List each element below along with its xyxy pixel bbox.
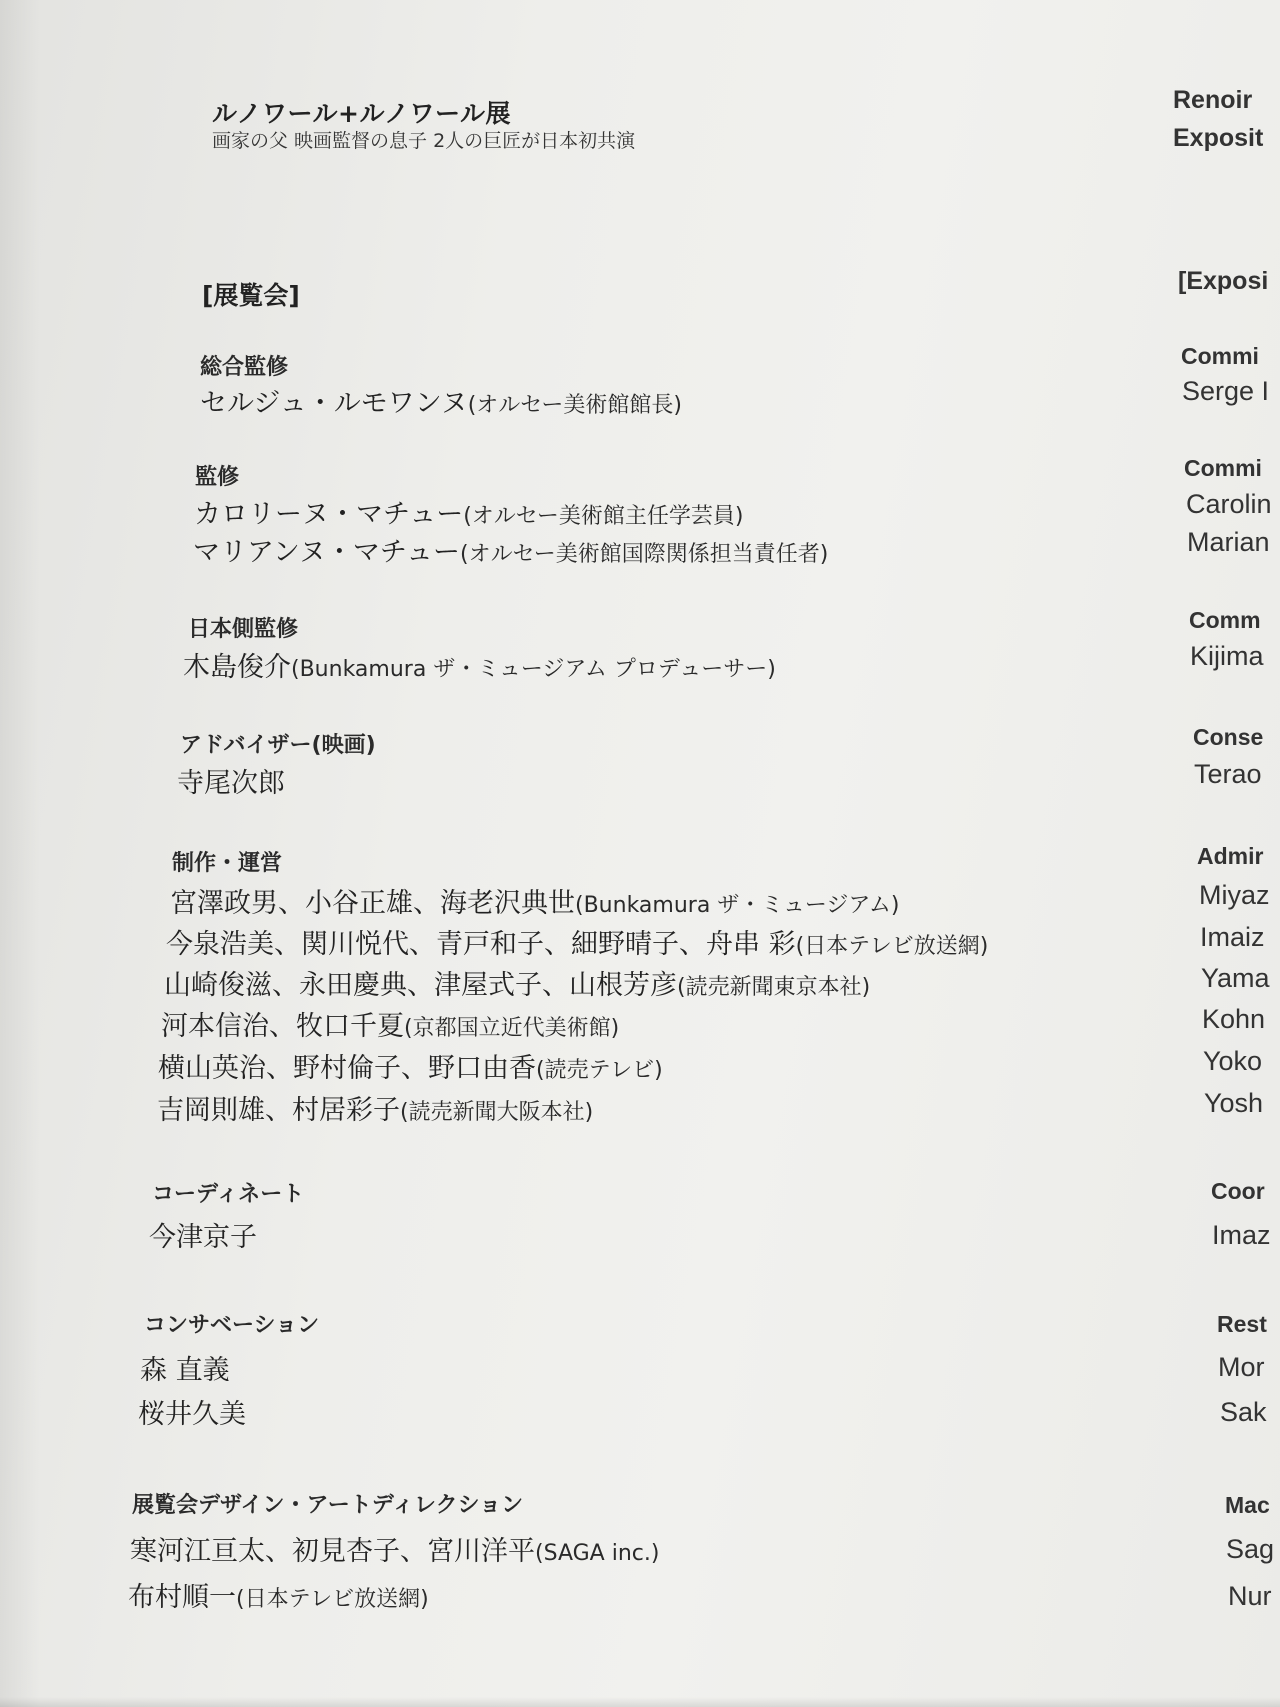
- credit-line: [177, 761, 285, 800]
- english-name: Imaz: [1212, 1220, 1271, 1250]
- credit-line: [170, 881, 899, 920]
- credit-line: [128, 1575, 429, 1614]
- english-name: Terao: [1194, 759, 1262, 789]
- credit-affiliation: (日本テレビ放送網): [236, 1587, 429, 1612]
- english-name: Yama: [1201, 963, 1270, 993]
- credit-line: [200, 381, 682, 420]
- credit-affiliation: (SAGA inc.): [535, 1541, 660, 1566]
- credit-name: 布村順一: [128, 1582, 236, 1613]
- credit-name: 吉岡則雄、村居彩子: [157, 1095, 400, 1126]
- credit-line: [158, 1046, 663, 1085]
- credit-affiliation: (京都国立近代美術館): [404, 1016, 620, 1041]
- credit-label: 日本側監修: [188, 617, 299, 642]
- page-title: ルノワール+ルノワール展: [212, 99, 511, 128]
- credit-affiliation: (オルセー美術館館長): [467, 393, 683, 418]
- english-name: Sak: [1220, 1397, 1267, 1427]
- credit-label: 制作・運営: [172, 851, 283, 876]
- credit-line: [149, 1215, 257, 1254]
- credit-name: 山崎俊滋、永田慶典、津屋式子、山根芳彦: [164, 970, 677, 1001]
- credit-label: コーディネート: [152, 1182, 305, 1207]
- english-name: Nur: [1228, 1581, 1272, 1611]
- english-name: Yoko: [1203, 1046, 1263, 1076]
- english-label: Commi: [1181, 343, 1259, 369]
- credit-affiliation: (日本テレビ放送網): [795, 934, 989, 959]
- english-name: Yosh: [1204, 1088, 1264, 1118]
- credit-affiliation: (Bunkamura ザ・ミュージアム): [575, 893, 900, 918]
- english-name: Carolin: [1186, 489, 1272, 519]
- credit-line: [140, 1348, 230, 1387]
- credit-name: 横山英治、野村倫子、野口由香: [158, 1053, 536, 1084]
- credit-name: 寺尾次郎: [177, 768, 285, 799]
- credit-line: [194, 492, 744, 531]
- credit-affiliation: (読売新聞大阪本社): [400, 1100, 594, 1125]
- credit-line: [157, 1088, 593, 1127]
- english-name: Sag: [1226, 1534, 1275, 1564]
- english-label: Conse: [1193, 724, 1264, 750]
- english-label: Coor: [1211, 1178, 1265, 1204]
- english-name: Marian: [1187, 527, 1270, 557]
- credit-label: 総合監修: [200, 355, 289, 380]
- page-shadow: [0, 0, 40, 1707]
- credit-line: [166, 922, 988, 961]
- english-label: Mac: [1225, 1492, 1270, 1518]
- credit-name: 桜井久美: [138, 1399, 246, 1430]
- english-name: Mor: [1218, 1352, 1265, 1382]
- credit-name: 宮澤政男、小谷正雄、海老沢典世: [170, 888, 575, 919]
- page-subtitle: 画家の父 映画監督の息子 2人の巨匠が日本初共演: [212, 130, 636, 152]
- english-label: Admir: [1197, 843, 1264, 869]
- english-name: Kohn: [1202, 1004, 1266, 1034]
- english-label: Commi: [1184, 455, 1262, 481]
- english-name: Serge I: [1182, 376, 1270, 406]
- credit-name: 河本信治、牧口千夏: [161, 1011, 404, 1042]
- credit-affiliation: (読売新聞東京本社): [677, 975, 871, 1000]
- english-name: Imaiz: [1200, 922, 1265, 952]
- credit-name: カロリーヌ・マチュー: [194, 499, 464, 530]
- credit-name: 今津京子: [149, 1222, 257, 1253]
- credit-name: 寒河江亘太、初見杏子、宮川洋平: [130, 1536, 535, 1567]
- credit-line: [193, 530, 828, 569]
- credit-line: [130, 1529, 659, 1568]
- credit-line: [183, 645, 776, 684]
- credit-label: 展覧会デザイン・アートディレクション: [132, 1493, 524, 1518]
- credit-affiliation: (オルセー美術館主任学芸員): [463, 504, 744, 529]
- credit-name: 森 直義: [140, 1355, 230, 1386]
- credit-name: セルジュ・ルモワンヌ: [200, 388, 468, 419]
- section-heading: [展覧会]: [202, 281, 300, 310]
- credit-label: コンサベーション: [144, 1313, 320, 1338]
- credit-line: [161, 1004, 619, 1043]
- english-section-heading: [Exposi: [1178, 267, 1269, 295]
- page-bottom-edge: [0, 1697, 1280, 1707]
- english-name: Kijima: [1190, 641, 1264, 671]
- credit-name: 木島俊介: [183, 652, 291, 683]
- english-label: Rest: [1217, 1311, 1267, 1337]
- credit-affiliation: (オルセー美術館国際関係担当責任者): [460, 542, 829, 567]
- english-label: Comm: [1189, 607, 1261, 633]
- english-title-line: Renoir: [1173, 86, 1253, 114]
- credit-line: [138, 1392, 246, 1431]
- credit-label: アドバイザー(映画): [180, 733, 376, 758]
- english-name: Miyaz: [1199, 880, 1270, 910]
- credit-line: [164, 963, 870, 1002]
- credit-name: 今泉浩美、関川悦代、青戸和子、細野晴子、舟串 彩: [166, 929, 796, 960]
- english-title-line: Exposit: [1173, 124, 1264, 152]
- credit-label: 監修: [195, 465, 240, 490]
- credit-affiliation: (読売テレビ): [536, 1058, 663, 1083]
- credit-affiliation: (Bunkamura ザ・ミュージアム プロデューサー): [291, 657, 776, 682]
- credit-name: マリアンヌ・マチュー: [193, 537, 461, 568]
